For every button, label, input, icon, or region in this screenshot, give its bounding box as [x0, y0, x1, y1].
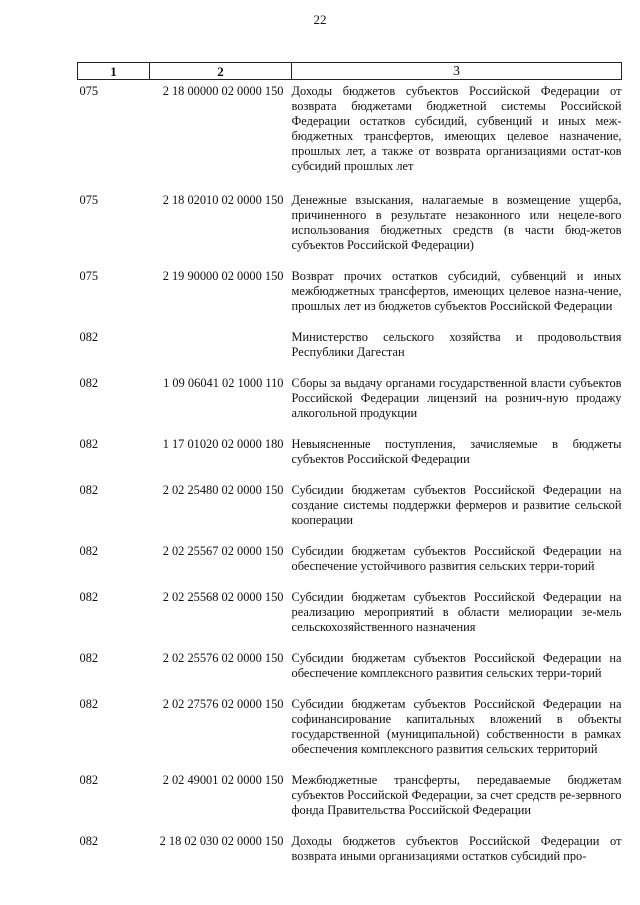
row-agency-code: 082 — [79, 437, 99, 451]
row-agency-code: 082 — [79, 651, 99, 665]
table-header — [78, 63, 622, 80]
row-description: Субсидии бюджетам субъектов Российской Федерации на обеспечение комплексного развития сельских терри-торий — [291, 651, 622, 680]
table-row — [78, 360, 622, 421]
budget-codes-table — [77, 62, 622, 864]
row-budget-code: 2 02 25567 02 0000 150 — [162, 544, 284, 558]
row-description: Возврат прочих остатков субсидий, субвенций и иных межбюджетных трансфертов, имеющих целевое назна-чение, прошлых лет из бюджетов субъектов Российской Федерации — [291, 269, 622, 313]
row-agency-code: 075 — [79, 193, 99, 207]
row-description: Доходы бюджетов субъектов Российской Федерации от возврата иными организациями остатков субсидий про- — [291, 834, 622, 863]
row-agency-code: 082 — [79, 697, 99, 711]
row-description: Субсидии бюджетам субъектов Российской Федерации на реализацию мероприятий в области мелиорации зе-мель сельскохозяйственного назначения — [291, 590, 622, 634]
table-row — [78, 174, 622, 253]
row-budget-code — [150, 314, 292, 360]
header-col-1: 1 — [78, 63, 150, 80]
row-budget-code: 1 17 01020 02 0000 180 — [162, 437, 284, 451]
row-description: Невыясненные поступления, зачисляемые в бюджеты субъектов Российской Федерации — [291, 437, 622, 466]
table-row — [78, 80, 622, 175]
row-budget-code: 2 18 00000 02 0000 150 — [162, 84, 284, 98]
table-row — [78, 467, 622, 528]
row-budget-code: 2 02 25480 02 0000 150 — [162, 483, 284, 497]
header-col-3: 3 — [292, 63, 622, 80]
row-agency-code: 082 — [79, 544, 99, 558]
page-number: 22 — [313, 12, 327, 27]
row-description: Межбюджетные трансферты, передаваемые бюджетам субъектов Российской Федерации, за счет средств ре-зервного фонда Правительства Российской Федерации — [291, 773, 622, 817]
table-row — [78, 574, 622, 635]
row-agency-code: 082 — [79, 376, 99, 390]
table-row — [78, 314, 622, 360]
row-budget-code: 2 19 90000 02 0000 150 — [162, 269, 284, 283]
row-agency-code: 082 — [79, 483, 99, 497]
row-budget-code: 1 09 06041 02 1000 110 — [163, 376, 284, 390]
row-budget-code: 2 18 02 030 02 0000 150 — [159, 834, 284, 848]
table-row — [78, 528, 622, 574]
table-body — [78, 80, 622, 865]
row-budget-code: 2 18 02010 02 0000 150 — [162, 193, 284, 207]
row-agency-code: 082 — [79, 773, 99, 787]
row-agency-code: 082 — [79, 834, 99, 848]
row-budget-code: 2 02 27576 02 0000 150 — [162, 697, 284, 711]
row-budget-code: 2 02 49001 02 0000 150 — [162, 773, 284, 787]
table-row — [78, 253, 622, 314]
row-description: Субсидии бюджетам субъектов Российской Федерации на обеспечение устойчивого развития сельских терри-торий — [291, 544, 622, 573]
row-description: Субсидии бюджетам субъектов Российской Федерации на софинансирование капитальных вложений в объекты государственной (муниципальной) собственности в рамках обеспечения комплексного развития сельских территорий — [291, 697, 622, 756]
table-row — [78, 757, 622, 818]
row-budget-code: 2 02 25576 02 0000 150 — [162, 651, 284, 665]
table-row — [78, 421, 622, 467]
row-agency-code: 075 — [79, 269, 99, 283]
row-description: Министерство сельского хозяйства и продовольствия Республики Дагестан — [291, 330, 622, 359]
row-agency-code: 082 — [79, 590, 99, 604]
row-agency-code: 075 — [79, 84, 99, 98]
row-description: Субсидии бюджетам субъектов Российской Федерации на создание системы поддержки фермеров и развитие сельской кооперации — [291, 483, 622, 527]
table-row — [78, 818, 622, 864]
header-col-2: 2 — [150, 63, 292, 80]
row-agency-code: 082 — [79, 330, 99, 344]
row-description: Сборы за выдачу органами государственной власти субъектов Российской Федерации лицензий на рознич-ную продажу алкогольной продукции — [291, 376, 622, 420]
row-budget-code: 2 02 25568 02 0000 150 — [162, 590, 284, 604]
table-row — [78, 635, 622, 681]
row-description: Денежные взыскания, налагаемые в возмещение ущерба, причиненного в результате незаконного или нецеле-вого использования бюджетных средств (в части бюд-жетов субъектов Российской Федерации) — [291, 193, 622, 252]
row-description: Доходы бюджетов субъектов Российской Федерации от возврата бюджетами бюджетной системы Российской Федерации остатков субсидий, субвенций и иных меж-бюджетных трансфертов, имеющих целевое назначение, прошлых лет, а также от возврата организациями остат-ков субсидий прошлых лет — [291, 84, 622, 173]
table-row — [78, 681, 622, 757]
